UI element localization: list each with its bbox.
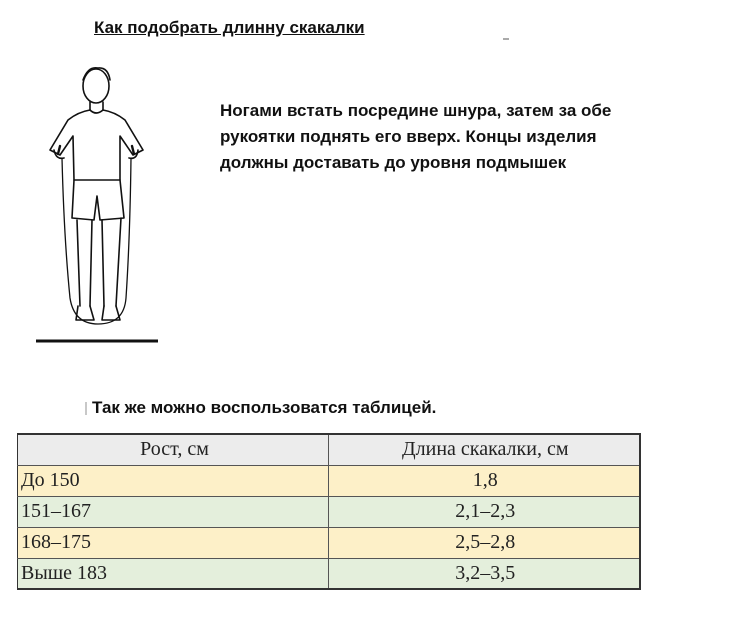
rope-length-table — [17, 433, 641, 590]
height-cell: Выше 183 — [18, 558, 329, 589]
table-row — [18, 465, 640, 496]
table-intro-text: Так же можно воспользоватся таблицей. — [92, 398, 437, 417]
page-title: Как подобрать длинну скакалки — [94, 18, 365, 37]
length-cell: 3,2–3,5 — [329, 558, 640, 589]
table-row — [18, 496, 640, 527]
intro-tick-mark — [85, 402, 87, 415]
column-header-height: Рост, см — [18, 434, 329, 465]
length-cell: 2,1–2,3 — [329, 496, 640, 527]
length-cell: 2,5–2,8 — [329, 527, 640, 558]
instructions-text: Ногами встать посредине шнура, затем за обе рукоятки поднять его вверх. Концы изделия должны доставать до уровня подмышек — [220, 101, 612, 172]
stray-mark — [503, 38, 509, 40]
person-standing-on-jump-rope-icon — [28, 58, 168, 348]
height-cell: 151–167 — [18, 496, 329, 527]
height-cell: 168–175 — [18, 527, 329, 558]
table-row — [18, 558, 640, 589]
table-header-row — [18, 434, 640, 465]
table-row — [18, 527, 640, 558]
column-header-length: Длина скакалки, см — [329, 434, 640, 465]
length-cell: 1,8 — [329, 465, 640, 496]
height-cell: До 150 — [18, 465, 329, 496]
